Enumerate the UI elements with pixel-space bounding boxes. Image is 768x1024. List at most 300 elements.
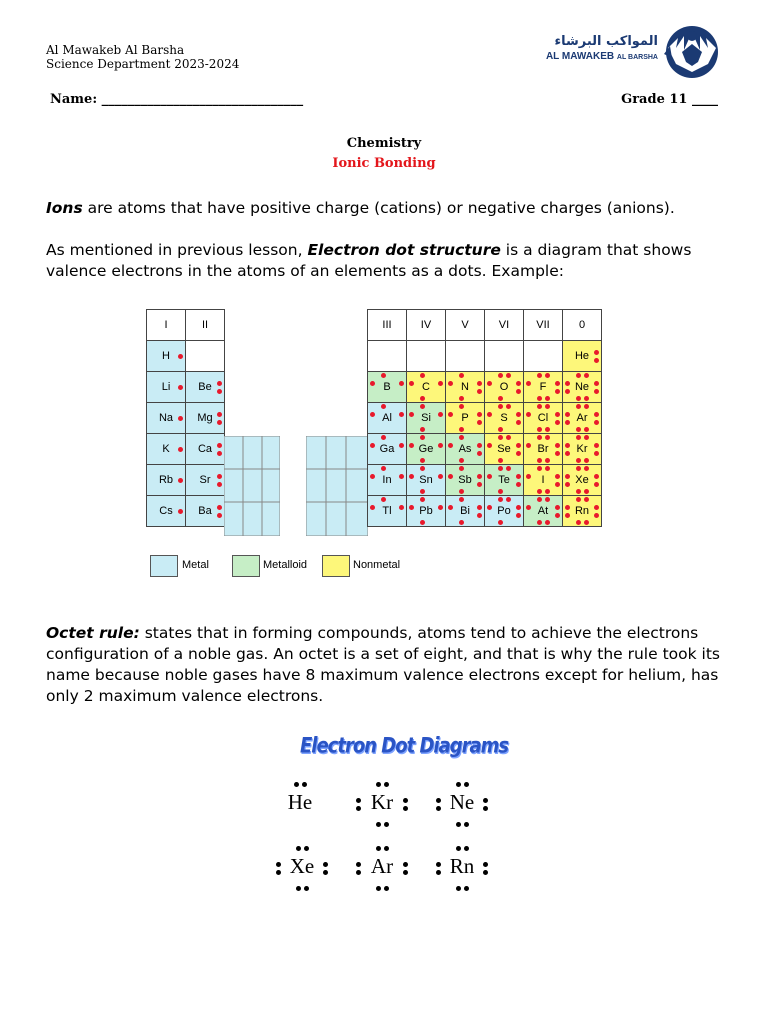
electron-dot [464,846,469,851]
valence-dot [537,497,542,502]
valence-dot [217,389,222,394]
dot-diagram-rn [432,840,492,896]
valence-dot [420,396,425,401]
element-symbol: K [162,443,170,455]
valence-dot [399,505,404,510]
valence-dot [498,435,503,440]
valence-dot [459,489,464,494]
electron-dot [384,886,389,891]
valence-dot [594,412,599,417]
electron-dot [483,806,488,811]
element-symbol: Ar [576,412,588,424]
electron-dot [294,782,299,787]
valence-dot [178,478,183,483]
valence-dot [506,435,511,440]
element-symbol: Pb [419,505,433,517]
electron-dot [403,862,408,867]
valence-dot [565,420,570,425]
valence-dot [545,435,550,440]
element-symbol: Cl [537,412,549,424]
electron-dot [403,806,408,811]
valence-dot [594,505,599,510]
valence-dot [584,435,589,440]
valence-dot [409,474,414,479]
element-cell [368,372,407,403]
element-cell [446,465,485,496]
valence-dot [420,435,425,440]
valence-dot [477,482,482,487]
dot-diagram-he [270,776,330,832]
valence-dot [565,381,570,386]
electron-dot [356,862,361,867]
empty-cell [368,341,407,372]
valence-dot [459,466,464,471]
valence-dot [498,373,503,378]
valence-dot [409,412,414,417]
electron-dot [323,862,328,867]
valence-dot [381,435,386,440]
valence-dot [459,458,464,463]
valence-dot [381,373,386,378]
valence-dot [594,482,599,487]
valence-dot [565,412,570,417]
electron-dot [436,862,441,867]
element-cell [563,341,602,372]
valence-dot [576,427,581,432]
element-cell [186,496,225,527]
element-symbol: Sn [419,474,433,486]
stub-grid [224,436,280,536]
valence-dot [594,389,599,394]
valence-dot [565,505,570,510]
valence-dot [487,412,492,417]
electron-dot [356,870,361,875]
valence-dot [477,412,482,417]
element-symbol: O [499,381,509,393]
valence-dot [516,412,521,417]
valence-dot [537,489,542,494]
electron-dot [276,870,281,875]
valence-dot [537,520,542,525]
element-cell [147,434,186,465]
group-header: II [186,310,225,341]
element-symbol: Br [537,443,549,455]
valence-dot [555,389,560,394]
element-symbol: F [539,381,547,393]
valence-dot [565,443,570,448]
legend-swatch-metal [150,555,178,577]
valence-dot [584,497,589,502]
eagle-emblem-icon [662,18,720,80]
valence-dot [555,505,560,510]
element-cell [368,403,407,434]
element-symbol: Ba [198,505,212,517]
valence-dot [459,427,464,432]
element-symbol: Ne [574,381,590,393]
valence-dot [516,420,521,425]
element-cell [407,403,446,434]
valence-dot [545,489,550,494]
electron-dot [356,798,361,803]
eds-text: is a diagram that shows valence electrons in the atoms of an elements as a dots. Example: [46,241,692,280]
valence-dot [409,505,414,510]
electron-dot [403,798,408,803]
group-header: V [446,310,485,341]
empty-cell [186,341,225,372]
valence-dot [217,505,222,510]
electron-dot [464,782,469,787]
element-symbol: In [382,474,392,486]
valence-dot [487,443,492,448]
element-cell [147,465,186,496]
dot-diagram-symbol: Ne [449,790,475,814]
octet-term: Octet rule: [46,624,140,642]
valence-dot [477,474,482,479]
element-cell [368,434,407,465]
valence-dot [594,350,599,355]
octet-rule-paragraph [46,623,726,707]
group-header: IV [407,310,446,341]
dot-diagram-symbol: Rn [449,854,475,878]
element-symbol: Kr [576,443,588,455]
element-cell [485,434,524,465]
element-cell [446,496,485,527]
valence-dot [381,466,386,471]
valence-dot [565,513,570,518]
electron-dot [356,806,361,811]
electron-dot [296,886,301,891]
valence-dot [545,404,550,409]
valence-dot [498,466,503,471]
legend-swatch-metalloid [232,555,260,577]
electron-dot [323,870,328,875]
valence-dot [516,389,521,394]
school-header [46,43,239,71]
element-cell [485,496,524,527]
element-cell [563,496,602,527]
logo-en-main: AL MAWAKEB [545,51,615,62]
valence-dot [516,381,521,386]
element-symbol: B [383,381,391,393]
electron-dot [304,886,309,891]
valence-dot [498,427,503,432]
valence-dot [526,443,531,448]
valence-dot [537,435,542,440]
dot-diagram-symbol: Xe [289,854,315,878]
electron-dot [302,782,307,787]
valence-dot [594,443,599,448]
electron-dot [403,870,408,875]
valence-dot [459,396,464,401]
valence-dot [498,489,503,494]
valence-dot [584,458,589,463]
valence-dot [381,404,386,409]
element-cell [524,434,563,465]
dot-diagram-kr [352,776,412,832]
electron-dot [456,822,461,827]
element-cell [186,434,225,465]
transition-stub-right [306,436,368,536]
grade-field: Grade 11 ____ [621,92,718,107]
valence-dot [545,373,550,378]
element-symbol: At [537,505,549,517]
valence-dot [420,404,425,409]
element-symbol: Al [382,412,392,424]
valence-dot [584,427,589,432]
valence-dot [516,443,521,448]
valence-dot [477,443,482,448]
group-header: III [368,310,407,341]
element-symbol: Li [161,381,171,393]
valence-dot [594,513,599,518]
valence-dot [217,482,222,487]
valence-dot [555,443,560,448]
transition-stub-left [224,436,280,536]
dot-diagram-xe [272,840,332,896]
dot-diagram-symbol: He [287,790,313,814]
legend [150,555,450,579]
valence-dot [516,505,521,510]
valence-dot [565,451,570,456]
valence-dot [477,381,482,386]
valence-dot [576,404,581,409]
element-cell [186,403,225,434]
element-cell [485,372,524,403]
element-cell [563,372,602,403]
element-symbol: H [162,350,170,362]
valence-dot [584,466,589,471]
valence-dot [555,474,560,479]
electron-dot [384,846,389,851]
valence-dot [526,505,531,510]
eds-lead: As mentioned in previous lesson, [46,241,308,259]
valence-dot [217,412,222,417]
element-cell [446,372,485,403]
element-cell [368,496,407,527]
element-symbol: Xe [575,474,589,486]
valence-dot [487,474,492,479]
element-cell [446,434,485,465]
element-symbol: Bi [460,505,470,517]
valence-dot [381,497,386,502]
element-cell [524,496,563,527]
element-cell [485,403,524,434]
electron-dot [456,886,461,891]
topic-title: Ionic Bonding [332,156,436,171]
valence-dot [594,381,599,386]
dot-diagram-ar [352,840,412,896]
electron-dot [376,846,381,851]
valence-dot [506,404,511,409]
element-symbol: Sr [199,474,211,486]
valence-dot [565,482,570,487]
ions-paragraph [46,198,726,219]
element-symbol: Te [498,474,510,486]
element-symbol: N [461,381,469,393]
element-cell [407,372,446,403]
element-cell [563,403,602,434]
valence-dot [399,474,404,479]
valence-dot [516,451,521,456]
valence-dot [217,451,222,456]
valence-dot [487,381,492,386]
valence-dot [217,381,222,386]
electron-dot [304,846,309,851]
valence-dot [178,354,183,359]
valence-dot [370,505,375,510]
valence-dot [526,412,531,417]
valence-dot [448,505,453,510]
element-cell [446,403,485,434]
valence-dot [438,381,443,386]
valence-dot [370,412,375,417]
valence-dot [420,458,425,463]
valence-dot [498,404,503,409]
valence-dot [498,396,503,401]
element-cell [485,465,524,496]
electron-dot [384,782,389,787]
electron-dot [296,846,301,851]
valence-dot [576,373,581,378]
valence-dot [477,389,482,394]
empty-cell [524,341,563,372]
electron-dot [436,870,441,875]
valence-dot [459,373,464,378]
valence-dot [537,458,542,463]
valence-dot [409,443,414,448]
element-symbol: C [422,381,430,393]
school-name: Al Mawakeb Al Barsha [46,43,185,57]
valence-dot [594,420,599,425]
element-symbol: Na [158,412,174,424]
valence-dot [545,396,550,401]
valence-dot [399,381,404,386]
valence-dot [420,497,425,502]
element-symbol: Se [497,443,511,455]
logo-arabic-text: المواكب البرشاء [554,34,658,49]
valence-dot [420,427,425,432]
stub-grid [306,436,368,536]
valence-dot [477,513,482,518]
element-symbol: I [541,474,545,486]
valence-dot [594,474,599,479]
periodic-table-right [367,309,602,527]
element-symbol: P [461,412,469,424]
element-cell [147,341,186,372]
electron-dot [436,806,441,811]
element-cell [524,372,563,403]
element-symbol: He [574,350,590,362]
element-symbol: Rn [574,505,590,517]
valence-dot [537,466,542,471]
valence-dot [576,489,581,494]
element-cell [563,465,602,496]
element-symbol: Rb [158,474,174,486]
valence-dot [178,509,183,514]
valence-dot [506,497,511,502]
valence-dot [438,412,443,417]
dot-diagram-ne [432,776,492,832]
valence-dot [594,451,599,456]
element-cell [407,434,446,465]
valence-dot [438,443,443,448]
valence-dot [448,474,453,479]
element-cell [186,465,225,496]
electron-dot [436,798,441,803]
element-symbol: Ca [197,443,213,455]
eds-term: Electron dot structure [307,241,501,259]
electron-dot [456,782,461,787]
valence-dot [459,520,464,525]
electron-dot [376,822,381,827]
electron-dot [464,886,469,891]
legend-label-metal: Metal [182,559,209,571]
valence-dot [555,482,560,487]
valence-dot [420,466,425,471]
electron-dot [456,846,461,851]
valence-dot [584,396,589,401]
valence-dot [576,458,581,463]
student-name-field: Name: _______________________________ [50,92,304,107]
group-header: 0 [563,310,602,341]
valence-dot [594,358,599,363]
valence-dot [555,420,560,425]
element-cell [524,403,563,434]
valence-dot [565,474,570,479]
valence-dot [537,404,542,409]
electron-dot [464,822,469,827]
valence-dot [370,381,375,386]
valence-dot [576,435,581,440]
element-symbol: Sb [458,474,472,486]
logo-english-text [546,51,658,62]
valence-dot [217,474,222,479]
electron-dot [276,862,281,867]
valence-dot [498,520,503,525]
valence-dot [545,458,550,463]
valence-dot [584,489,589,494]
element-symbol: S [500,412,508,424]
element-symbol: Ga [379,443,395,455]
valence-dot [576,520,581,525]
electron-dot [483,862,488,867]
group-header: I [147,310,186,341]
valence-dot [448,443,453,448]
valence-dot [555,381,560,386]
diagram-title: Electron Dot Diagrams [300,733,509,759]
logo-en-sub: AL BARSHA [616,54,658,61]
empty-cell [485,341,524,372]
ions-text: are atoms that have positive charge (cations) or negative charges (anions). [82,199,675,217]
valence-dot [487,505,492,510]
school-logo [530,18,720,82]
valence-dot [438,474,443,479]
valence-dot [555,513,560,518]
valence-dot [370,443,375,448]
element-cell [524,465,563,496]
valence-dot [420,520,425,525]
valence-dot [584,520,589,525]
element-cell [563,434,602,465]
legend-label-nonmetal: Nonmetal [353,559,401,571]
valence-dot [459,497,464,502]
valence-dot [217,443,222,448]
empty-cell [407,341,446,372]
valence-dot [178,447,183,452]
group-header: VI [485,310,524,341]
element-cell [147,372,186,403]
group-header: VII [524,310,563,341]
